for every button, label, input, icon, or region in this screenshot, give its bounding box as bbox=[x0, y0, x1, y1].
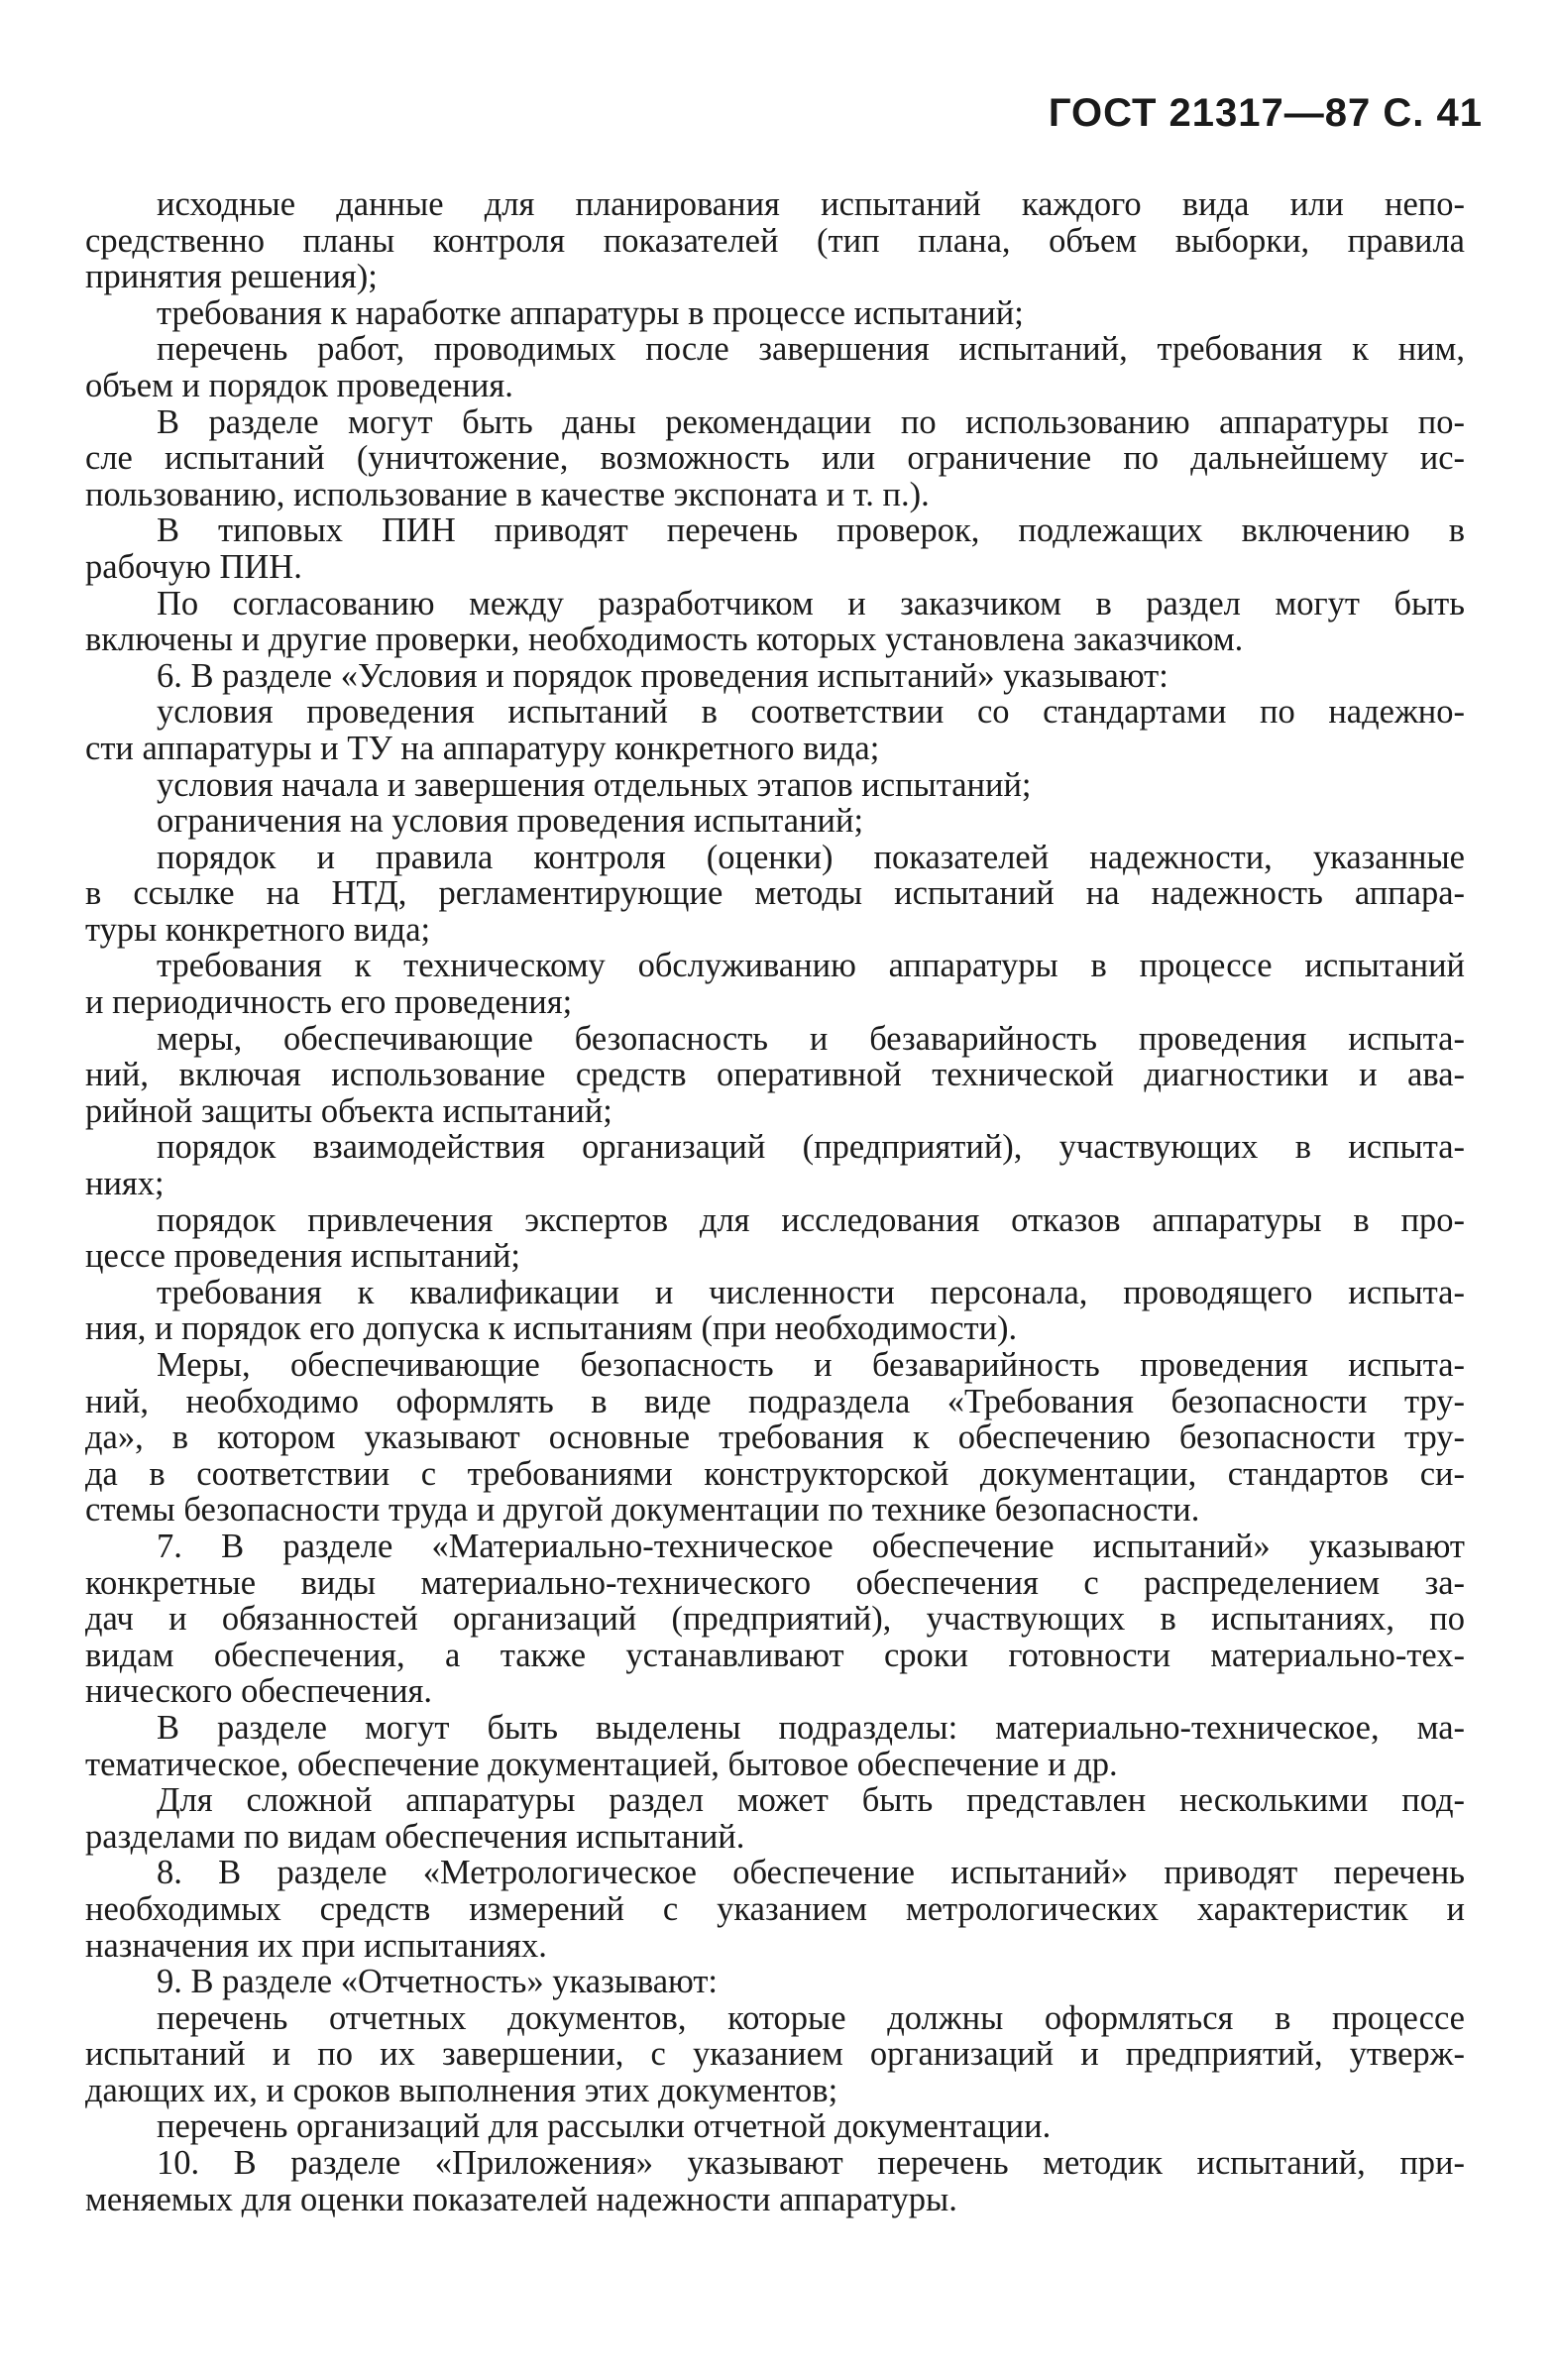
text-line: цессе проведения испытаний; bbox=[85, 1237, 521, 1276]
text-line: требования к наработке аппаратуры в процессе испытаний; bbox=[157, 293, 1024, 332]
text-line: 10. В разделе «Приложения» указывают перечень методик испытаний, при- bbox=[157, 2144, 1465, 2183]
text-line: и периодичность его проведения; bbox=[85, 983, 573, 1022]
text-line: меры, обеспечивающие безопасность и безаварийность проведения испыта- bbox=[157, 1019, 1465, 1058]
text-line: В разделе могут быть выделены подразделы: материально-техническое, ма- bbox=[157, 1708, 1465, 1747]
text-line: требования к техническому обслуживанию аппаратуры в процессе испытаний bbox=[157, 947, 1465, 985]
text-line: туры конкретного вида; bbox=[85, 910, 431, 949]
text-line: ниях; bbox=[85, 1165, 165, 1203]
text-line: включены и другие проверки, необходимость которых установлена заказчиком. bbox=[85, 621, 1244, 659]
text-line: В разделе могут быть даны рекомендации по использованию аппаратуры по- bbox=[157, 402, 1465, 441]
text-line: рийной защиты объекта испытаний; bbox=[85, 1091, 612, 1130]
text-line: тематическое, обеспечение документацией, бытовое обеспечение и др. bbox=[85, 1745, 1118, 1783]
text-line: пользованию, использование в качестве экспоната и т. п.). bbox=[85, 475, 930, 513]
text-line: конкретные виды материально-технического обеспечения с распределением за- bbox=[85, 1563, 1465, 1602]
text-line: дающих их, и сроков выполнения этих документов; bbox=[85, 2071, 838, 2109]
text-line: 6. В разделе «Условия и порядок проведения испытаний» указывают: bbox=[157, 656, 1168, 695]
text-line: меняемых для оценки показателей надежности аппаратуры. bbox=[85, 2180, 957, 2218]
text-line: принятия решения); bbox=[85, 258, 378, 296]
text-line: 7. В разделе «Материально-техническое обеспечение испытаний» указывают bbox=[157, 1527, 1465, 1565]
text-line: сти аппаратуры и ТУ на аппаратуру конкретного вида; bbox=[85, 729, 880, 767]
text-line: ний, необходимо оформлять в виде подраздела «Требования безопасности тру- bbox=[85, 1382, 1465, 1420]
text-line: условия начала и завершения отдельных этапов испытаний; bbox=[157, 765, 1032, 804]
text-line: да в соответствии с требованиями конструкторской документации, стандартов си- bbox=[85, 1454, 1465, 1493]
text-line: исходные данные для планирования испытаний каждого вида или непо- bbox=[157, 185, 1465, 223]
text-line: Меры, обеспечивающие безопасность и безаварийность проведения испыта- bbox=[157, 1346, 1465, 1384]
text-line: условия проведения испытаний в соответствии со стандартами по надежно- bbox=[157, 693, 1465, 732]
text-line: средственно планы контроля показателей (тип плана, объем выборки, правила bbox=[85, 221, 1465, 260]
text-line: порядок взаимодействия организаций (предприятий), участвующих в испыта- bbox=[157, 1128, 1465, 1167]
text-line: стемы безопасности труда и другой документации по технике безопасности. bbox=[85, 1491, 1200, 1530]
text-line: 9. В разделе «Отчетность» указывают: bbox=[157, 1963, 719, 2001]
text-line: нического обеспечения. bbox=[85, 1672, 433, 1711]
text-line: По согласованию между разработчиком и заказчиком в раздел могут быть bbox=[157, 584, 1465, 623]
text-line: разделами по видам обеспечения испытаний. bbox=[85, 1817, 745, 1856]
text-line: перечень организаций для рассылки отчетной документации. bbox=[157, 2107, 1052, 2146]
text-line: перечень работ, проводимых после завершения испытаний, требования к ним, bbox=[157, 330, 1465, 369]
text-line: порядок и правила контроля (оценки) показателей надежности, указанные bbox=[157, 838, 1465, 876]
page-header-standard: ГОСТ 21317—87 С. 41 bbox=[1048, 91, 1483, 135]
text-line: требования к квалификации и численности персонала, проводящего испыта- bbox=[157, 1273, 1465, 1311]
text-line: необходимых средств измерений с указанием метрологических характеристик и bbox=[85, 1889, 1465, 1928]
text-line: да», в котором указывают основные требования к обеспечению безопасности тру- bbox=[85, 1418, 1465, 1457]
text-line: в ссылке на НТД, регламентирующие методы испытаний на надежность аппара- bbox=[85, 874, 1465, 913]
document-body bbox=[85, 186, 1465, 2217]
text-line: испытаний и по их завершении, с указанием организаций и предприятий, утверж- bbox=[85, 2035, 1465, 2074]
text-line: сле испытаний (уничтожение, возможность или ограничение по дальнейшему ис- bbox=[85, 439, 1465, 478]
text-line: ния, и порядок его допуска к испытаниям (при необходимости). bbox=[85, 1309, 1018, 1348]
text-line: видам обеспечения, а также устанавливают сроки готовности материально-тех- bbox=[85, 1636, 1465, 1674]
text-line: объем и порядок проведения. bbox=[85, 366, 513, 404]
text-line: 8. В разделе «Метрологическое обеспечение испытаний» приводят перечень bbox=[157, 1854, 1465, 1892]
text-line: рабочую ПИН. bbox=[85, 547, 302, 586]
text-line: ограничения на условия проведения испытаний; bbox=[157, 802, 864, 841]
text-line: порядок привлечения экспертов для исследования отказов аппаратуры в про- bbox=[157, 1200, 1465, 1239]
text-line: дач и обязанностей организаций (предприятий), участвующих в испытаниях, по bbox=[85, 1600, 1465, 1639]
text-line: назначения их при испытаниях. bbox=[85, 1926, 547, 1965]
text-line: ний, включая использование средств оперативной технической диагностики и ава- bbox=[85, 1056, 1465, 1094]
text-line: Для сложной аппаратуры раздел может быть представлен несколькими под- bbox=[157, 1781, 1465, 1820]
text-line: перечень отчетных документов, которые должны оформляться в процессе bbox=[157, 1998, 1465, 2037]
text-line: В типовых ПИН приводят перечень проверок, подлежащих включению в bbox=[157, 511, 1465, 550]
